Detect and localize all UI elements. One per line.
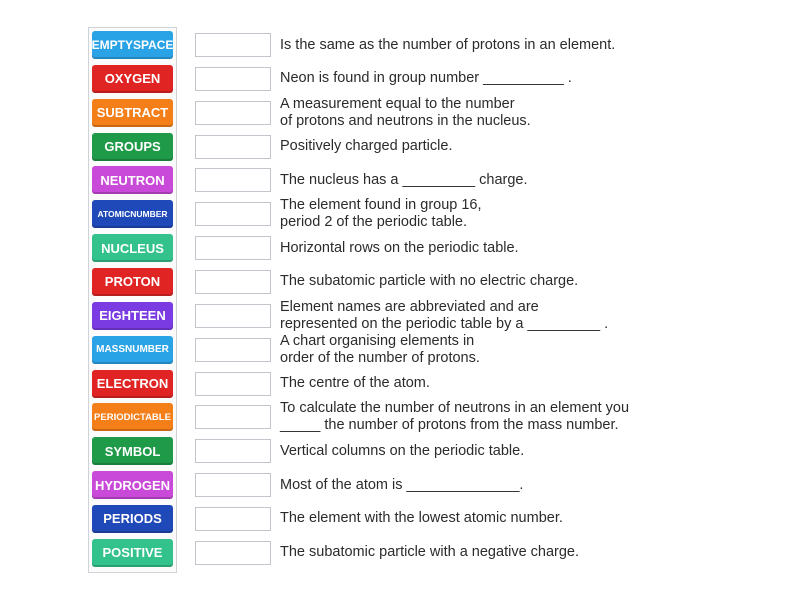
clue-line: order of the number of protons. bbox=[280, 349, 480, 366]
clue-text bbox=[280, 96, 700, 130]
word-tile-groups[interactable]: GROUPS bbox=[92, 133, 173, 161]
clue-text bbox=[280, 299, 700, 333]
clue-line: Horizontal rows on the periodic table. bbox=[280, 239, 519, 256]
answer-drop-zone[interactable] bbox=[195, 33, 271, 57]
answer-drop-zone[interactable] bbox=[195, 168, 271, 192]
answer-drop-zone[interactable] bbox=[195, 473, 271, 497]
clue-text bbox=[280, 197, 700, 231]
clue-line: of protons and neutrons in the nucleus. bbox=[280, 112, 531, 129]
answer-drop-zone[interactable] bbox=[195, 541, 271, 565]
clue-text bbox=[280, 265, 700, 299]
clue-line: To calculate the number of neutrons in an element you bbox=[280, 400, 630, 417]
clue-text bbox=[280, 468, 700, 502]
answer-drop-zone[interactable] bbox=[195, 202, 271, 226]
clue-text bbox=[280, 400, 700, 434]
word-tile-electron[interactable]: ELECTRON bbox=[92, 370, 173, 398]
word-tile-massnumber[interactable]: MASSNUMBER bbox=[92, 336, 173, 364]
word-tile-nucleus[interactable]: NUCLEUS bbox=[92, 234, 173, 262]
word-tile-hydrogen[interactable]: HYDROGEN bbox=[92, 471, 173, 499]
answer-drop-zone[interactable] bbox=[195, 338, 271, 362]
word-tile-periodictable[interactable]: PERIODICTABLE bbox=[92, 403, 173, 431]
clue-line: The subatomic particle with no electric charge. bbox=[280, 273, 579, 290]
word-tile-eighteen[interactable]: EIGHTEEN bbox=[92, 302, 173, 330]
clue-text bbox=[280, 231, 700, 265]
clue-line: Most of the atom is ______________. bbox=[280, 476, 524, 493]
clue-line: The nucleus has a _________ charge. bbox=[280, 171, 528, 188]
answer-drop-zone[interactable] bbox=[195, 405, 271, 429]
answer-drop-zone[interactable] bbox=[195, 270, 271, 294]
clue-text bbox=[280, 163, 700, 197]
clue-line: _____ the number of protons from the mass number. bbox=[280, 417, 619, 434]
clue-line: A chart organising elements in bbox=[280, 332, 475, 349]
clue-text bbox=[280, 28, 700, 62]
word-tile-neutron[interactable]: NEUTRON bbox=[92, 166, 173, 194]
clue-line: period 2 of the periodic table. bbox=[280, 214, 468, 231]
clue-text bbox=[280, 130, 700, 164]
answer-drop-zone[interactable] bbox=[195, 236, 271, 260]
word-tile-proton[interactable]: PROTON bbox=[92, 268, 173, 296]
clue-text bbox=[280, 536, 700, 570]
clue-line: Neon is found in group number __________ . bbox=[280, 70, 572, 87]
answer-drop-zone[interactable] bbox=[195, 507, 271, 531]
clue-line: The element with the lowest atomic number. bbox=[280, 510, 563, 527]
answer-drop-zone[interactable] bbox=[195, 439, 271, 463]
clue-line: represented on the periodic table by a _________ . bbox=[280, 315, 609, 332]
word-tile-subtract[interactable]: SUBTRACT bbox=[92, 99, 173, 127]
clue-text bbox=[280, 434, 700, 468]
clue-text bbox=[280, 367, 700, 401]
answer-drop-zone[interactable] bbox=[195, 101, 271, 125]
answer-drop-zone[interactable] bbox=[195, 135, 271, 159]
clue-line: Is the same as the number of protons in an element. bbox=[280, 36, 616, 53]
clue-line: Vertical columns on the periodic table. bbox=[280, 442, 525, 459]
word-tile-oxygen[interactable]: OXYGEN bbox=[92, 65, 173, 93]
word-tile-periods[interactable]: PERIODS bbox=[92, 505, 173, 533]
answer-drop-zone[interactable] bbox=[195, 372, 271, 396]
clue-line: Element names are abbreviated and are bbox=[280, 298, 539, 315]
answer-drop-zone[interactable] bbox=[195, 67, 271, 91]
clue-line: A measurement equal to the number bbox=[280, 95, 515, 112]
word-bank bbox=[88, 27, 177, 573]
word-tile-atomicnumber[interactable]: ATOMICNUMBER bbox=[92, 200, 173, 228]
clue-text bbox=[280, 333, 700, 367]
clue-line: Positively charged particle. bbox=[280, 138, 453, 155]
word-tile-positive[interactable]: POSITIVE bbox=[92, 539, 173, 567]
word-tile-emptyspace[interactable]: EMPTYSPACE bbox=[92, 31, 173, 59]
clue-line: The subatomic particle with a negative charge. bbox=[280, 544, 580, 561]
clue-text bbox=[280, 62, 700, 96]
clue-line: The element found in group 16, bbox=[280, 197, 482, 214]
word-tile-symbol[interactable]: SYMBOL bbox=[92, 437, 173, 465]
answer-drop-zone[interactable] bbox=[195, 304, 271, 328]
clue-text bbox=[280, 502, 700, 536]
clue-line: The centre of the atom. bbox=[280, 375, 430, 391]
